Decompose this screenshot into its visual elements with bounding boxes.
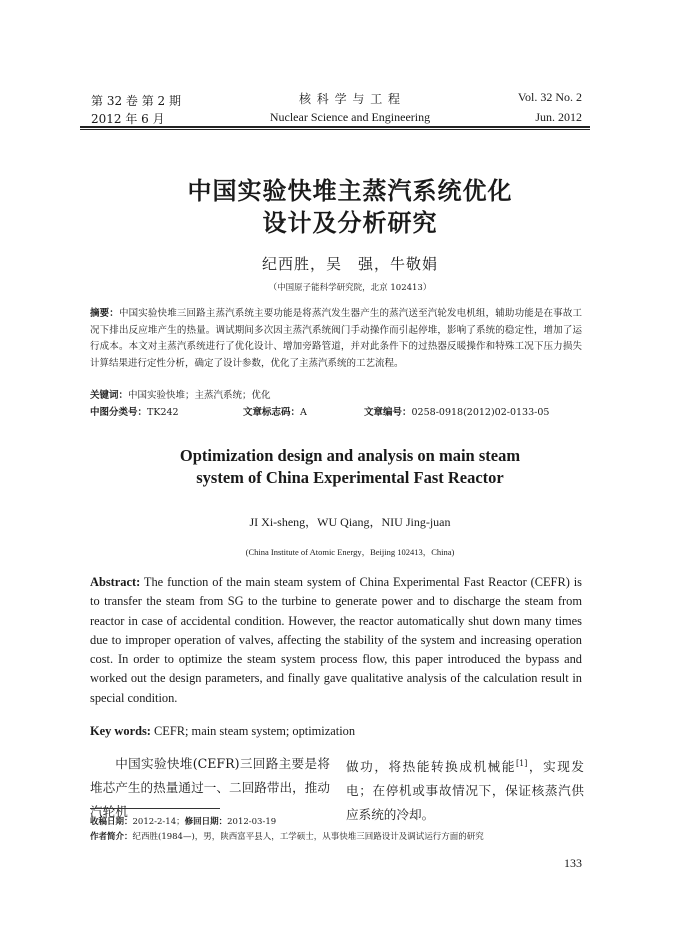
affiliation-en: (China Institute of Atomic Energy，Beijing 102413，China): [245, 547, 455, 557]
article-number-label: 文章编号：: [364, 407, 412, 418]
clc-number: [90, 404, 179, 418]
received-date-label: 收稿日期：: [90, 817, 133, 827]
authors-cn: 纪西胜，吴 强，牛敬娟: [261, 255, 438, 273]
keywords-cn-text: 中国实验快堆；主蒸汽系统；优化: [128, 390, 271, 401]
title-en-line1: Optimization design and analysis on main steam: [179, 446, 521, 465]
header-rule-bottom: [80, 129, 590, 130]
article-number-value: 0258-0918(2012)02-0133-05: [411, 407, 550, 418]
clc-label: 中图分类号：: [90, 407, 148, 418]
keywords-cn: [90, 387, 271, 401]
header-volume-issue-cn: 第 32 卷 第 2 期: [91, 94, 181, 108]
article-number: [364, 404, 549, 418]
received-date-value: 2012-2-14；: [132, 817, 185, 827]
abstract-cn-label: 摘要：: [90, 308, 119, 319]
header-date-cn: 2012 年 6 月: [91, 112, 165, 126]
body-right-text-b: ，实现发电；在停机或事故情况下，保证核蒸汽供应系统的冷却。: [346, 759, 585, 823]
document-code-value: A: [300, 407, 307, 418]
page-number: 133: [564, 856, 582, 870]
abstract-cn-text: 中国实验快堆三回路主蒸汽系统主要功能是将蒸汽发生器产生的蒸汽送至汽轮发电机组，辅助功能是在事故工况下排出反应堆产生的热量。调试期间多次因主蒸汽系统阀门手动操作而引起停堆，影响了系统的稳定性，增加了运行成本。本文对主蒸汽系统进行了优化设计、增加旁路管道，并对此条件下的过热器反暖操作和特殊工况下压力损失计算结果进行定性分析，确定了设计参数，优化了主蒸汽系统的工艺流程。: [90, 308, 582, 369]
header-volume-issue-en: Vol. 32 No. 2: [517, 90, 582, 104]
header-rule-top: [80, 126, 590, 128]
body-column-left: 中国实验快堆(CEFR)三回路主要是将堆芯产生的热量通过一、二回路带出，推动汽轮机: [90, 756, 330, 819]
keywords-en-text: CEFR; main steam system; optimization: [154, 724, 356, 738]
author-bio-label: 作者简介：: [90, 832, 133, 842]
keywords-en: [90, 724, 355, 739]
keywords-en-label: Key words:: [90, 724, 151, 738]
authors-en: JI Xi-sheng，WU Qiang，NIU Jing-juan: [249, 515, 451, 529]
document-code: [243, 404, 307, 418]
body-citation-ref: [1]: [516, 759, 528, 768]
clc-value: TK242: [147, 407, 179, 418]
document-code-label: 文章标志码：: [243, 407, 301, 418]
header-date-en: Jun. 2012: [535, 110, 582, 124]
body-column-right: [346, 752, 584, 827]
footnote-dates: [90, 815, 276, 827]
revised-date-value: 2012-03-19: [227, 817, 277, 827]
revised-date-label: 修回日期：: [184, 817, 228, 827]
header-journal-cn: 核 科 学 与 工 程: [298, 92, 402, 106]
title-cn-line1: 中国实验快堆主蒸汽系统优化: [187, 177, 513, 205]
affiliation-cn: （中国原子能科学研究院，北京 102413）: [268, 283, 432, 293]
header-journal-en: Nuclear Science and Engineering: [269, 110, 431, 124]
body-right-text-a: 做功，将热能转换成机械能: [346, 759, 516, 775]
title-cn-line2: 设计及分析研究: [262, 209, 438, 237]
abstract-cn: [90, 306, 582, 372]
abstract-en-label: Abstract:: [90, 575, 141, 589]
keywords-cn-label: 关键词：: [90, 390, 129, 401]
footnote-author-bio: [90, 830, 484, 842]
title-en-line2: system of China Experimental Fast Reactor: [196, 468, 504, 487]
footnote-rule: [90, 808, 220, 809]
abstract-en-text: The function of the main steam system of China Experimental Fast Reactor (CEFR) is to transfer the steam from SG to the turbine to generate power and to discharge the steam from reactor in case of accidental condition. However, the reactor automatically shut down many times due to improper operation of valves, affecting the stability of the system and increasing operation cost. In order to optimize the steam system process flow, this paper introduced the bypass and worked out the design parameters, and finally gave qualitative analysis of the calculation result in special condition.: [90, 575, 582, 705]
abstract-en: [90, 573, 582, 708]
author-bio-value: 纪西胜(1984—)，男，陕西富平县人，工学硕士，从事快堆三回路设计及调试运行方面的研究: [132, 832, 484, 842]
